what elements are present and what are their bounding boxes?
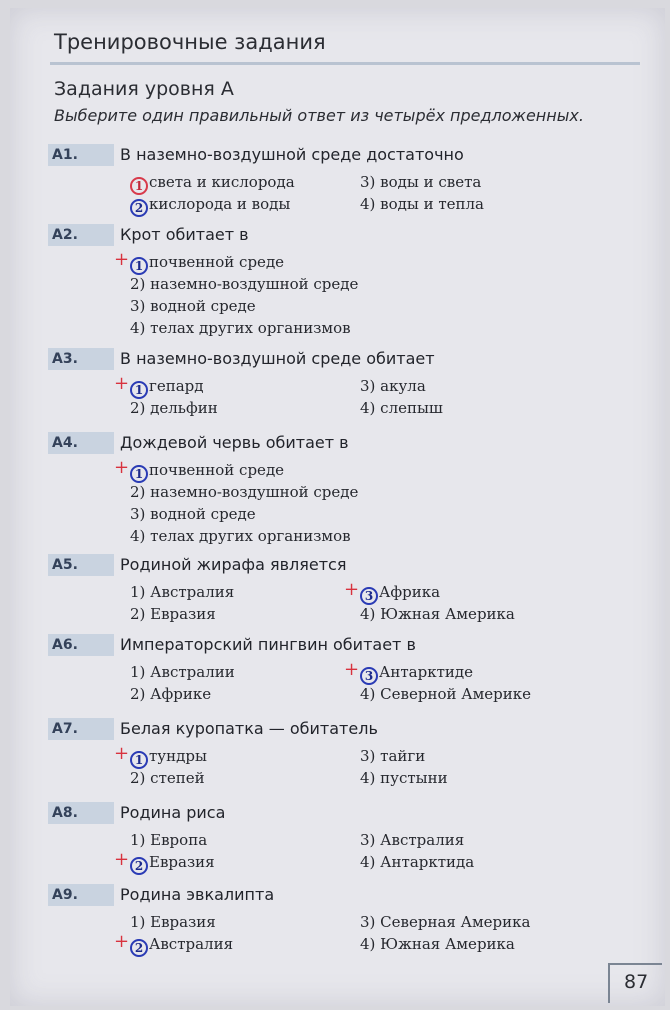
answer-option-label: 4) воды и тепла [360,195,484,213]
question-number: A7. [48,718,114,740]
answer-option-label: 3) тайги [360,747,426,765]
answer-option-label: 4) Антарктида [360,853,475,871]
answer-option-label: 4) телах других организмов [130,319,351,337]
answer-option-label: 4) пустыни [360,769,448,787]
question-5 [48,554,648,626]
answer-option-label: света и кислорода [149,173,295,191]
answer-option-label: Австралия [149,935,234,953]
answer-option-1 [130,912,216,932]
answer-option-2 [130,194,290,217]
answer-option-label: 2) дельфин [130,399,218,417]
question-1 [48,144,648,216]
answer-option-4 [360,934,515,954]
answer-option-3 [360,830,464,850]
answer-option-4 [130,526,351,546]
question-number: A1. [48,144,114,166]
handwritten-circle-mark: 1 [130,257,148,275]
answer-options [48,908,648,956]
answer-option-label: 3) водной среде [130,505,256,523]
answer-option-label: тундры [149,747,207,765]
handwritten-plus-mark: + [114,931,130,952]
answer-option-3 [360,662,473,685]
handwritten-plus-mark: + [114,849,130,870]
question-number: A3. [48,348,114,370]
answer-option-label: Антарктиде [379,663,473,681]
answer-option-label: 3) водной среде [130,297,256,315]
question-2 [48,224,648,340]
answer-option-label: 2) наземно-воздушной среде [130,483,359,501]
answer-option-label: 3) воды и света [360,173,482,191]
question-7 [48,718,648,790]
instruction-text: Выберите один правильный ответ из четырёх предложенных. [54,106,584,125]
question-header [48,634,648,658]
handwritten-plus-mark: + [344,579,360,600]
answer-option-1 [130,582,234,602]
answer-option-2 [130,852,215,875]
textbook-page [10,8,665,1006]
answer-option-4 [360,768,448,788]
answer-option-4 [360,398,443,418]
handwritten-plus-mark: + [344,659,360,680]
answer-options [48,168,648,216]
question-text: Родина эвкалипта [120,885,275,904]
answer-option-label: Африка [379,583,441,601]
answer-option-3 [360,582,440,605]
handwritten-circle-mark: 3 [360,667,378,685]
handwritten-circle-mark: 2 [130,199,148,217]
handwritten-circle-mark: 1 [130,751,148,769]
answer-option-1 [130,830,207,850]
answer-option-label: 3) акула [360,377,426,395]
answer-option-3 [360,376,426,396]
answer-option-3 [360,912,530,932]
answer-option-1 [130,746,207,769]
answer-option-3 [360,172,481,192]
answer-options [48,456,648,548]
answer-option-label: 1) Австралия [130,583,235,601]
section-title: Тренировочные задания [54,30,326,54]
question-text: Дождевой червь обитает в [120,433,349,452]
answer-option-4 [360,194,484,214]
answer-options [48,578,648,626]
question-header [48,224,648,248]
answer-option-label: 4) Северной Америке [360,685,531,703]
question-header [48,802,648,826]
question-text: Родиной жирафа является [120,555,347,574]
answer-option-4 [130,318,351,338]
question-4 [48,432,648,548]
answer-options [48,372,648,420]
question-text: Крот обитает в [120,225,249,244]
answer-option-2 [130,604,216,624]
answer-option-label: 1) Евразия [130,913,216,931]
question-number: A2. [48,224,114,246]
answer-option-label: 1) Европа [130,831,208,849]
answer-option-label: 2) Африке [130,685,212,703]
level-title: Задания уровня А [54,78,234,100]
answer-options [48,742,648,790]
answer-option-1 [130,460,284,483]
question-header [48,884,648,908]
page-number: 87 [624,971,649,993]
answer-option-label: 4) слепыш [360,399,443,417]
question-6 [48,634,648,706]
answer-option-label: 3) Австралия [360,831,465,849]
answer-options [48,826,648,874]
question-header [48,554,648,578]
answer-option-label: Евразия [149,853,215,871]
question-text: Белая куропатка — обитатель [120,719,378,738]
handwritten-plus-mark: + [114,249,130,270]
answer-option-2 [130,934,233,957]
answer-option-label: 2) Евразия [130,605,216,623]
answer-option-4 [360,852,474,872]
answer-option-1 [130,376,204,399]
answer-option-3 [130,296,256,316]
question-number: A9. [48,884,114,906]
answer-option-3 [130,504,256,524]
question-3 [48,348,648,420]
answer-option-4 [360,604,515,624]
answer-option-label: гепард [149,377,204,395]
answer-option-4 [360,684,531,704]
answer-option-label: 2) наземно-воздушной среде [130,275,359,293]
answer-option-label: кислорода и воды [149,195,291,213]
answer-options [48,658,648,706]
question-text: В наземно-воздушной среде обитает [120,349,435,368]
handwritten-circle-mark: 1 [130,177,148,195]
question-header [48,144,648,168]
answer-option-2 [130,398,218,418]
question-header [48,718,648,742]
handwritten-circle-mark: 1 [130,381,148,399]
answer-options [48,248,648,340]
handwritten-plus-mark: + [114,457,130,478]
question-9 [48,884,648,956]
answer-option-label: почвенной среде [149,253,285,271]
answer-option-1 [130,252,284,275]
handwritten-plus-mark: + [114,373,130,394]
question-number: A5. [48,554,114,576]
handwritten-plus-mark: + [114,743,130,764]
answer-option-label: 4) Южная Америка [360,935,515,953]
question-number: A8. [48,802,114,824]
answer-option-label: 2) степей [130,769,205,787]
question-header [48,348,648,372]
answer-option-3 [360,746,425,766]
handwritten-circle-mark: 1 [130,465,148,483]
question-number: A6. [48,634,114,656]
answer-option-label: 3) Северная Америка [360,913,531,931]
question-8 [48,802,648,874]
answer-option-label: почвенной среде [149,461,285,479]
question-text: В наземно-воздушной среде достаточно [120,145,464,164]
question-header [48,432,648,456]
answer-option-2 [130,482,358,502]
question-number: A4. [48,432,114,454]
answer-option-label: 4) телах других организмов [130,527,351,545]
answer-option-2 [130,768,205,788]
answer-option-2 [130,274,358,294]
answer-option-1 [130,662,235,682]
answer-option-label: 4) Южная Америка [360,605,515,623]
handwritten-circle-mark: 2 [130,939,148,957]
question-text: Императорский пингвин обитает в [120,635,416,654]
answer-option-label: 1) Австралии [130,663,235,681]
handwritten-circle-mark: 3 [360,587,378,605]
handwritten-circle-mark: 2 [130,857,148,875]
answer-option-1 [130,172,295,195]
question-text: Родина риса [120,803,226,822]
answer-option-2 [130,684,211,704]
